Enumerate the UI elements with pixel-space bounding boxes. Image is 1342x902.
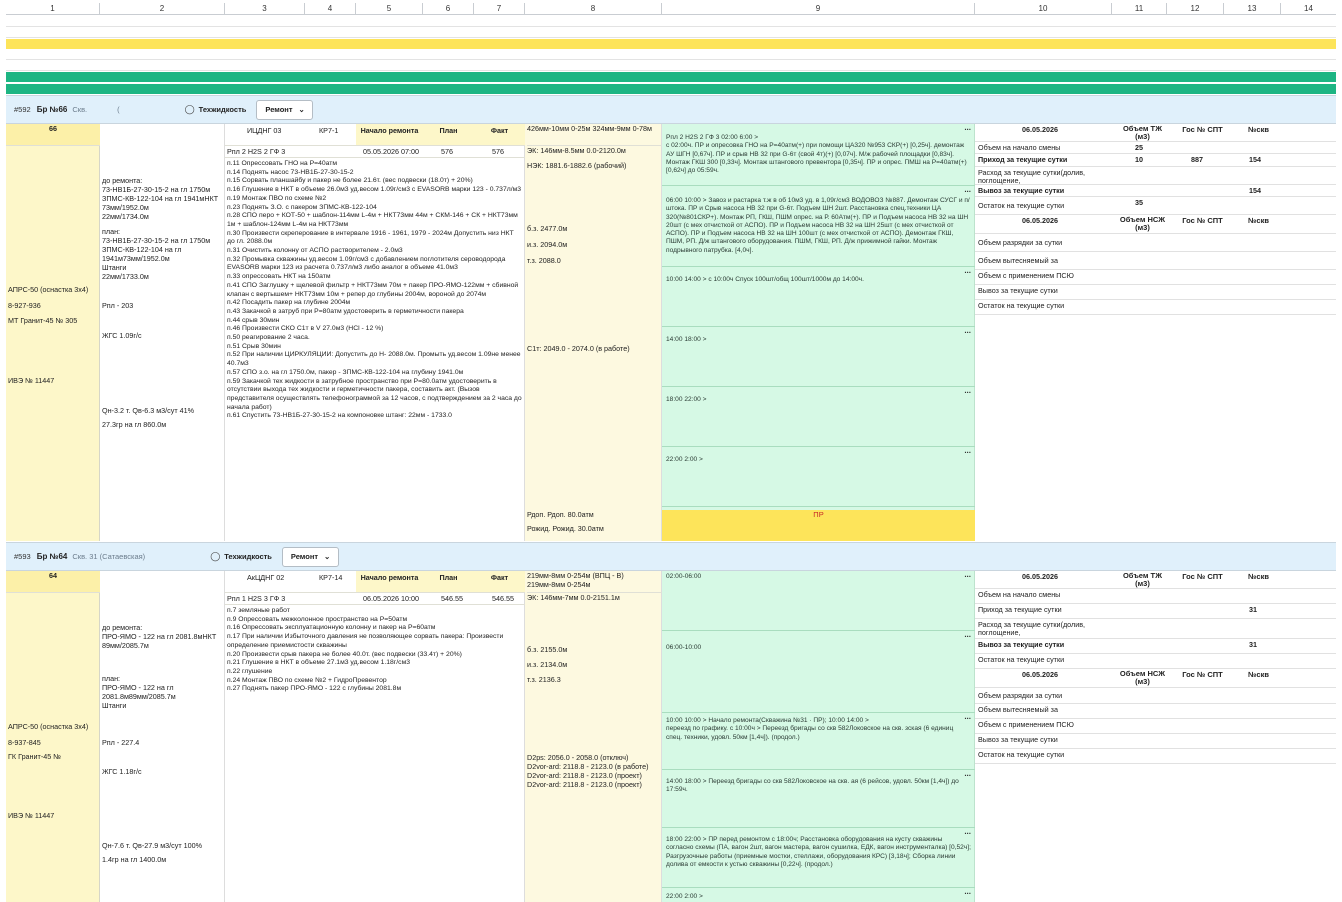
bz: б.з. 2155.0м — [527, 645, 568, 654]
fluid-row: Остаток на текущие сутки — [975, 300, 1336, 315]
fluid-row: Объем с применением ПСЮ — [975, 270, 1336, 285]
fluid-head: 06.05.2026 Объем НСЖ (м3) Гос № СПТ №скв — [975, 215, 1336, 234]
fluid-row: Объем на начало смены — [975, 589, 1336, 604]
empty-row — [6, 16, 1336, 27]
col-header[interactable]: 7 — [474, 3, 525, 14]
production-rate: Qн-7.6 т. Qв-27.9 м3/сут 100% — [102, 841, 203, 850]
droplet-icon: ◯ — [184, 104, 195, 114]
rpl-value: Рпл - 227.4 — [102, 738, 140, 747]
more-icon[interactable]: ... — [964, 326, 971, 335]
phone: 8-927-936 — [8, 301, 41, 310]
fact-head: Факт — [474, 124, 525, 145]
more-icon[interactable]: ... — [964, 185, 971, 194]
fluid-column — [975, 571, 1336, 902]
fluid-row: Приход за текущие сутки 31 — [975, 604, 1336, 619]
fluid-row: Объем вытесняемый за — [975, 252, 1336, 270]
fluid-row: Объем разрядки за сутки — [975, 688, 1336, 704]
fluid-row: Приход за текущие сутки 10 887 154 — [975, 154, 1336, 167]
start-date: 06.05.2026 10:00 — [363, 594, 419, 603]
col-header[interactable]: 4 — [305, 3, 356, 14]
well-body — [6, 124, 1336, 541]
time-slot[interactable]: ... 18:00 22:00 > — [662, 387, 975, 447]
kr-code: КР7-14 — [319, 573, 343, 582]
well-header-bar — [6, 542, 1336, 571]
more-icon[interactable]: ... — [964, 570, 971, 579]
time-slot[interactable]: ... 06:00-10:00 — [662, 631, 975, 713]
interval: D2vor-ard: 2118.8 - 2123.0 (проект) — [527, 771, 642, 780]
plan-head: План — [423, 124, 474, 145]
chevron-down-icon: ⌄ — [324, 552, 331, 561]
params-row — [225, 593, 525, 605]
operations-column — [662, 124, 975, 541]
tech-fluid-label: Техжидкость — [224, 552, 272, 561]
green-band — [6, 84, 1336, 94]
rig-info: АПРС-50 (оснастка 3х4) — [8, 722, 89, 731]
well-region: ( — [117, 105, 120, 114]
more-icon[interactable]: ... — [964, 887, 971, 896]
iz: и.з. 2094.0м — [527, 240, 568, 249]
casing-line: 219мм-8мм 0-254м — [527, 580, 591, 589]
col-header[interactable]: 14 — [1304, 4, 1313, 13]
kr-code: КР7-1 — [319, 126, 339, 135]
column-1 — [6, 571, 100, 902]
col-header[interactable]: 11 — [1112, 3, 1167, 14]
ceh: ИЦДНГ 03 — [247, 126, 282, 135]
more-icon[interactable]: ... — [964, 386, 971, 395]
ek-info: ЭК: 146мм-7мм 0.0-2151.1м — [527, 593, 620, 602]
plan-head: План — [423, 571, 474, 592]
empty-row — [6, 60, 1336, 71]
more-icon[interactable]: ... — [964, 446, 971, 455]
fluid-row: Остаток на текущие сутки — [975, 654, 1336, 669]
fluid-row: Объем разрядки за сутки — [975, 234, 1336, 252]
column-2 — [100, 571, 225, 902]
nek-info: НЭК: 1881.6-1882.6 (рабочий) — [527, 161, 627, 170]
col-header[interactable]: 8 — [525, 3, 662, 14]
well-skv: Скв. 31 (Сатаевская) — [72, 552, 146, 561]
zhgs-value: ЖГС 1.18г/с — [102, 767, 142, 776]
fluid-row: Вывоз за текущие сутки — [975, 734, 1336, 749]
unit-info: МТ Гранит-45 № 305 — [8, 316, 78, 325]
rpl-value: Рпл - 203 — [102, 301, 134, 310]
yellow-band — [6, 39, 1336, 49]
col-header[interactable]: 3 — [225, 3, 305, 14]
column-header-row — [6, 3, 1336, 15]
mode-select[interactable]: Ремонт ⌄ — [282, 547, 339, 567]
start-date: 05.05.2026 07:00 — [363, 147, 419, 156]
fluid-head: 06.05.2026 Объем ТЖ (м3) Гос № СПТ №скв — [975, 124, 1336, 142]
time-slot[interactable]: ... 02:00-06:00 — [662, 571, 975, 631]
fluid-row: Остаток на текущие сутки 35 — [975, 197, 1336, 215]
brigade-number: 64 — [6, 571, 100, 593]
time-slot[interactable]: ... 22:00 2:00 > — [662, 888, 975, 902]
empty-row — [6, 50, 1336, 60]
fact-value: 576 — [492, 147, 504, 156]
unit-info: ГК Гранит-45 № — [8, 752, 61, 761]
before-repair: до ремонта: 73-НВ1Б-27-30-15-2 на гл 1750м ЗПМС-КВ-122-104 на гл 1941мНКТ 73мм/1952.0м 22мм/1734.0м — [102, 176, 219, 221]
more-icon[interactable]: ... — [964, 630, 971, 639]
brigade-label: Бр №64 — [36, 552, 68, 561]
operations-column — [662, 571, 975, 902]
chevron-down-icon: ⌄ — [298, 105, 305, 114]
column-2 — [100, 124, 225, 541]
column-8 — [525, 571, 662, 902]
droplet-icon: ◯ — [210, 551, 221, 561]
well-header-bar — [6, 95, 1336, 124]
repair-start-head: Начало ремонта — [356, 571, 423, 592]
tz: т.з. 2136.3 — [527, 675, 561, 684]
plan-steps: п.7 земляные работ п.9 Опрессовать межколонное пространство на Р=50атм п.16 Опрессовать эксплуатационную колонну и пакер на Р=60атм п.17 При наличии Избыточного давления не позволяющее сорвать пакера: Произвести определение приемистости скважины п.20 Произвести срыв пакера не более 40.0т. (вес подвески (33.4т) + 20%) п.21 Глушение в НКТ в объеме 27.1м3 уд.весом 1.18г/см3 п.22 глушение п.24 Монтаж ПВО по схеме №2 + ГидроПревентор п.27 Поднять пакер ПРО-ЯМО - 122 с глубины 2081.8м — [227, 607, 504, 693]
more-icon[interactable]: ... — [964, 827, 971, 836]
gradient: 1.4гр на гл 1400.0м — [102, 855, 167, 864]
fact-head: Факт — [474, 571, 525, 592]
col-header[interactable]: 13 — [1224, 3, 1281, 14]
casing-info: 426мм-10мм 0-25м 324мм-9мм 0-78м — [527, 124, 662, 146]
fluid-row: Вывоз за текущие сутки 154 — [975, 185, 1336, 197]
fluid-row: Объем на начало смены 25 — [975, 142, 1336, 154]
zhgs-value: ЖГС 1.09г/с — [102, 331, 142, 340]
time-slot[interactable]: ... 10:00 14:00 > с 10:00ч Спуск 100шт/общ 100шт/1000м до 14:00ч. — [662, 267, 975, 327]
well-skv: Скв. — [72, 105, 88, 114]
fluid-column — [975, 124, 1336, 541]
fluid-row: Вывоз за текущие сутки — [975, 285, 1336, 300]
time-slot[interactable]: ... Рпл 2 H2S 2 ГФ 3 02:00 6:00 > с 02:00ч. ПР и опресовка ГНО на Р=40атм(+) при помощи ЦА320 №953 СКР(+) [0,25ч]. демонтаж АУ ШГН [0,67ч]. ПР и срыв НВ 32 при G-6т (свой 4т)(+) [0,07ч]. М/ж рабочей площадки [0,83ч]. Монтаж ГКШ 300 [0,33ч]. Монтаж штангового превентора [0,35ч]. ПР и опрес. ПМШ на Р=40атм(+) [0,62ч] до 05:59ч. — [662, 124, 975, 186]
brigade-number: 66 — [6, 124, 100, 146]
column-8 — [525, 124, 662, 541]
fluid-head: 06.05.2026 Объем НСЖ (м3) Гос № СПТ №скв — [975, 669, 1336, 688]
col-header[interactable]: 2 — [100, 3, 225, 14]
plan-value: 546.55 — [441, 594, 463, 603]
casing-info — [527, 571, 662, 593]
well-section — [6, 542, 1336, 902]
fluid-row: Остаток на текущие сутки — [975, 749, 1336, 764]
brigade-label: Бр №66 — [36, 105, 68, 114]
interval: D2vor-ard: 2118.8 - 2123.0 (проект) — [527, 780, 642, 789]
column-1 — [6, 124, 100, 541]
plan-value: 576 — [441, 147, 453, 156]
well-section — [6, 95, 1336, 541]
head-row — [225, 571, 525, 593]
bz: б.з. 2477.0м — [527, 224, 568, 233]
well-id: #592 — [14, 105, 31, 114]
plan-column — [225, 571, 525, 902]
iz: и.з. 2134.0м — [527, 660, 568, 669]
casing-line: 219мм-8мм 0-254м (ВПЦ - В) — [527, 571, 624, 580]
fluid-row: Объем вытесняемый за — [975, 704, 1336, 719]
head-row — [225, 124, 525, 146]
fluid-row: Объем с применением ПСЮ — [975, 719, 1336, 734]
time-slot[interactable]: ... 10:00 10:00 > Начало ремонта(Скважина №31 · ПР); 10:00 14:00 > переезд по графику. с 10:00ч > Переезд бригады со скв 582Локовское на скв. зская (6 единиц спец. техники, удовл. 50км [1,4ч]). (продол.) — [662, 713, 975, 770]
mode-select[interactable]: Ремонт ⌄ — [256, 100, 313, 120]
plan-equipment: план: ПРО-ЯМО - 122 на гл 2081.8м89мм/2085.7м Штанги — [102, 674, 176, 710]
time-slot[interactable]: ... 18:00 22:00 > ПР перед ремонтом с 18:00ч; Расстановка оборудования на кусту скважины согласно схемы (ПА, вагон 2шт, вагон мастера, вагон сушилка, ЕДК, вагон инструменталка) [0,52ч]; Разгрузочные работы (приемные мостки, стеллажи, оборудования КРС) [3,18ч]; Сборка линии долива от емкости к устью скважины [0,22ч]. (продол.) — [662, 828, 975, 888]
fluid-row: Расход за текущие сутки(долив, поглощение, — [975, 619, 1336, 639]
fact-value: 546.55 — [492, 594, 514, 603]
phone: 8-937-845 — [8, 738, 41, 747]
ek-info: ЭК: 146мм-8.5мм 0.0-2120.0м — [527, 146, 626, 155]
tz: т.з. 2088.0 — [527, 256, 561, 265]
pr-status: ПР — [662, 510, 975, 541]
repair-start-head: Начало ремонта — [356, 124, 423, 145]
ive-info: ИВЭ № 11447 — [8, 376, 55, 385]
time-slot[interactable]: ... 06:00 10:00 > Завоз и растарка т.ж в об 10м3 уд. в 1,09г/см3 ВОДОВОЗ №887. Демонтаж СУСГ и п/штока. ПР и Срыв насоса НВ 32 при G-6т. Подъем ШН 2шт. Расстановка спец.техники ЦА 320(№801СКР+). Монтаж РП, ГКШ, ПШМ опрес. на Р. 60Атм(+). ПР и Подъем насоса НВ 32 на ШН 20шт (с мех отчисткой от АСПО). ПР и Подъем насоса НВ 32 на ШН 25шт (с мех отчисткой от АСПО). ПР и Подъем насоса НВ 32 на ШН 100шт (с мех отчисткой от АСПО). Демонтаж ГКШ, ПШМ, РП. Д/ж штангового оборудования. ПШМ, ГКШ, РП. Д/ж прижимной гайки. Монтаж подрывного патрубка. [4,0ч]. — [662, 186, 975, 267]
interval: С1т: 2049.0 - 2074.0 (в работе) — [527, 344, 630, 353]
plan-column — [225, 124, 525, 541]
more-icon[interactable]: ... — [964, 123, 971, 132]
col-header[interactable]: 12 — [1167, 3, 1224, 14]
green-band — [6, 72, 1336, 82]
more-icon[interactable]: ... — [964, 266, 971, 275]
more-icon[interactable]: ... — [964, 712, 971, 721]
fluid-row: Вывоз за текущие сутки 31 — [975, 639, 1336, 654]
interval: D2vor-ard: 2118.8 - 2123.0 (в работе) — [527, 762, 649, 771]
col-header[interactable]: 10 — [975, 3, 1112, 14]
params-text: Рпл 1 H2S 3 ГФ 3 — [227, 594, 286, 603]
col-header[interactable]: 5 — [356, 3, 423, 14]
fluid-row: Расход за текущие сутки(долив, поглощение, — [975, 167, 1336, 185]
time-slot[interactable]: ... 14:00 18:00 > Переезд бригады со скв 582Локовское на скв. ая (6 рейсов, удовл. 50км [1,4ч]) до 17:59ч. — [662, 770, 975, 828]
rozhid: Рожид. Рожид. 30.0атм — [527, 524, 604, 533]
ceh: АкЦДНГ 02 — [247, 573, 285, 582]
rdop: Рдоп. Рдоп. 80.0атм — [527, 510, 594, 519]
before-repair: до ремонта: ПРО-ЯМО - 122 на гл 2081.8мНКТ 89мм/2085.7м — [102, 623, 217, 650]
more-icon[interactable]: ... — [964, 769, 971, 778]
well-body — [6, 571, 1336, 902]
params-row — [225, 146, 525, 158]
time-slot[interactable]: ... 14:00 18:00 > — [662, 327, 975, 387]
ive-info: ИВЭ № 11447 — [8, 811, 55, 820]
well-id: #593 — [14, 552, 31, 561]
time-slot[interactable]: ... 22:00 2:00 > — [662, 447, 975, 507]
col-header[interactable]: 1 — [6, 3, 100, 14]
interval: D2ps: 2056.0 - 2058.0 (отключ) — [527, 753, 629, 762]
params-text: Рпл 2 H2S 2 ГФ 3 — [227, 147, 286, 156]
plan-equipment: план: 73-НВ1Б-27-30-15-2 на гл 1750м ЗПМС-КВ-122-104 на гл 1941м73мм/1952.0м Штанги 22мм/1733.0м — [102, 227, 211, 281]
empty-row — [6, 27, 1336, 38]
tech-fluid-label: Техжидкость — [198, 105, 247, 114]
plan-steps: п.11 Опрессовать ГНО на Р=40атм п.14 Поднять насос 73-НВ1Б-27-30-15-2 п.15 Сорвать планшайбу и пакер не более 21.6т. (вес подвески (18.0т) + 20%) п.16 Глушение в НКТ в объеме 26.0м3 уд.весом 1.09г/см3 с EVASORB марки 123 - 0.737л/м3 п.19 Монтаж ПВО по схеме №2 п.23 Поднять З.О. с пакером ЗПМС-КВ-122-104 п.28 СПО перо + КОТ-50 + шаблон-114мм L-4м + НКТ73мм 44м + СКМ-146 + СК + НКТ73мм 1м + шаблон-124мм L-4м на НКТ73мм п.30 Произвести скреперование в интервале 1916 - 1961, 1979 - 2024м Допустить низ НКТ до гл. 2088.0м п.31 Очистить колонну от АСПО растворителем - 2.0м3 п.32 Промывка скважины уд.весом 1.09г/см3 с добавлением поглотителя сероводорода EVASORB марки 123 из расчета 0.737л/м3 либо аналог в объеме 41.0м3 п.33 опрессовать НКТ на 150атм п.41 СПО Заглушку + щелевой фильтр + НКТ73мм 70м + пакер ПРО-ЯМО-122мм + сбивной клапан с вертышем+ НКТ73мм 10м + репер до глубины 2004м, вороной до 2074м п.42 Посадить пакер на глубине 2004м п.43 Закачкой в затруб при Р=80атм удостоверить в герметичности пакера п.44 срыв 30мин п.46 Произвести СКО С1т в V 27.0м3 (HCl - 12 %) п.50 реагирование 2 часа. п.51 Срыв 30мин п.52 При наличии ЦИРКУЛЯЦИИ: Допустить до Н- 2088.0м. Промыть уд.весом 1.09не менее 40.7м3 п.57 СПО з.о. на гл 1750.0м, пакер - ЗПМС-КВ-122-104 на глубину 1941.0м п.59 Закачкой тех жидкости в затрубное пространство при Р=80.0атм удостоверить в отсутствии выхода тех жидкости и герметичности пакера, составить акт. (Вызов представителя осуществлять телефонограммой за 12 часов, с подтверждением за 2 часа до начала работ) п.61 Спустить 73-НВ1Б-27-30-15-2 на компоновке штанг: 22мм - 1733.0 — [227, 160, 522, 420]
production-rate: Qн-3.2 т. Qв-6.3 м3/сут 41% — [102, 406, 195, 415]
rig-info: АПРС-50 (оснастка 3х4) — [8, 285, 89, 294]
fluid-head: 06.05.2026 Объем ТЖ (м3) Гос № СПТ №скв — [975, 571, 1336, 589]
col-header[interactable]: 6 — [423, 3, 474, 14]
col-header[interactable]: 9 — [662, 3, 975, 14]
gradient: 27.3гр на гл 860.0м — [102, 420, 167, 429]
